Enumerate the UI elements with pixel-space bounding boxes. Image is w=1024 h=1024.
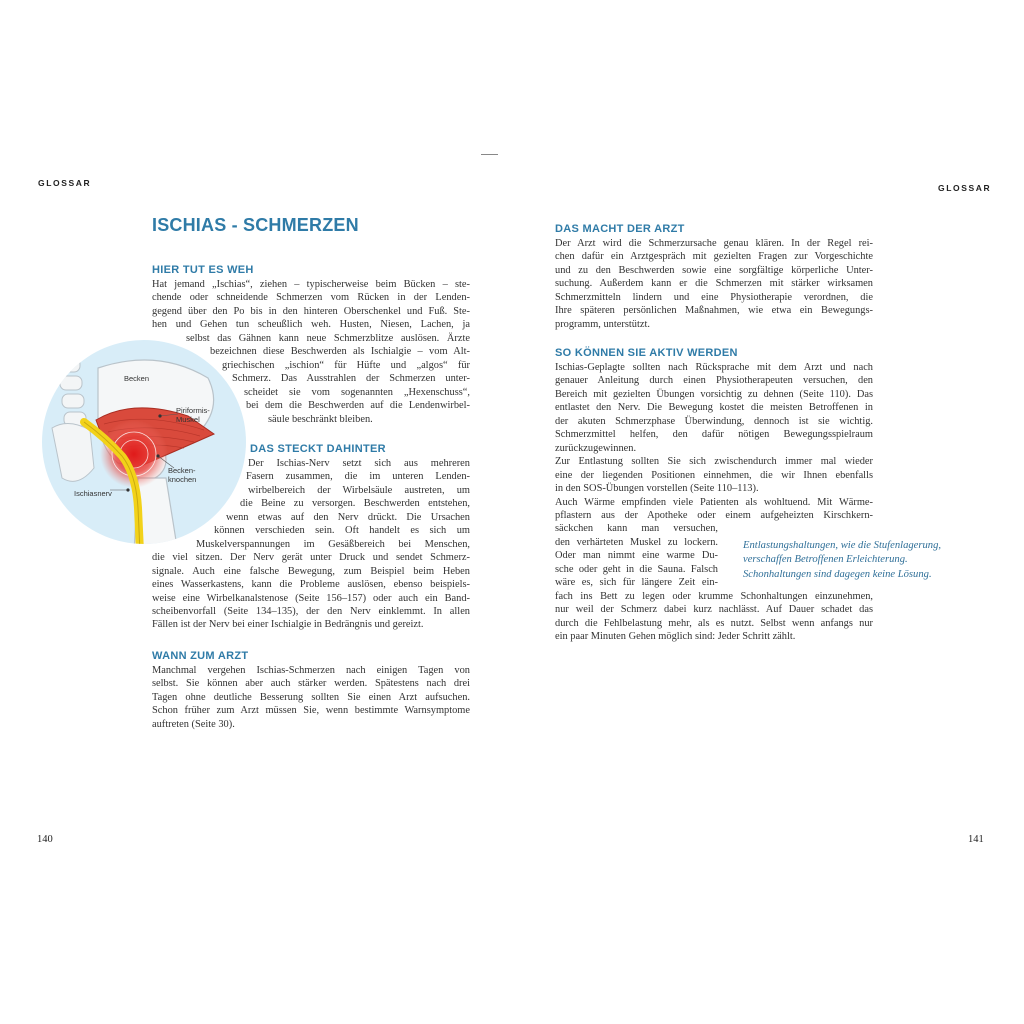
running-head-right: GLOSSAR [938,183,992,193]
body-text-line: Bereich mit gezielten Übungen vorsichtig zu dehnen (Seite 110). Das [555,388,873,400]
heading-das-steckt-dahinter: DAS STECKT DAHINTER [250,443,386,455]
body-text-line: chende oder schneidende Schmerzen vom Rücken in der Lenden- [152,292,470,304]
body-text-line: scheibenvorfall (Seite 134–135), der den Nerv einklemmt. In allen [152,605,470,617]
body-text-line: selbst das Gähnen kann neue Schmerzblitze auslösen. Ärzte [186,332,470,344]
body-text-line: Schmerz. Das Ausstrahlen der Schmerzen unter- [232,373,470,385]
body-text-line: hen und Gehen tun scheußlich weh. Husten, Niesen, Lachen, ja [152,319,470,331]
body-text-line: und zu den Beschwerden sowie eine sorgfältige körperliche Unter- [555,264,873,276]
running-head-left: GLOSSAR [38,178,92,188]
label-beckenknochen: Becken- knochen [168,466,197,484]
body-text-line: bezeichnen diese Beschwerden als Ischialgie – vom Alt- [210,346,470,358]
body-text-line: griechischen „ischion“ für Hüfte und „algos“ für [222,359,470,371]
heading-wann-zum-arzt: WANN ZUM ARZT [152,650,249,662]
top-center-mark [481,154,498,155]
body-text-line: die Beine zu versorgen. Beschwerden entstehen, [240,498,470,510]
heading-hier-tut-es-weh: HIER TUT ES WEH [152,264,254,276]
body-text-line: Schon früher zum Arzt müssen Sie, wenn bestimmte Warnsymptome [152,705,470,717]
body-text-line: Schmerzmitteln lindern und eine Physiotherapie verordnen, die [555,291,873,303]
body-text-line: programm, unterstützt. [555,318,650,330]
body-text-line: fach ins Bett zu legen oder krumme Schonhaltungen einzunehmen, [555,590,873,602]
body-text-line: Hat jemand „Ischias“, ziehen – typischerweise beim Bücken – ste- [152,279,470,290]
body-text-line: Zur Entlastung sollten Sie sich zwischendurch immer mal wieder [555,456,873,468]
body-text-line: selbst. Sie können aber auch stärker werden. Spätestens nach drei [152,678,470,690]
body-text-line: zurückzugewinnen. [555,442,637,454]
label-becken: Becken [124,374,150,383]
body-text-line: gegend über den Po bis in den hinteren Oberschenkel und Fuß. Ste- [152,305,470,317]
body-text-line: in den SOS-Übungen vorstellen (Seite 110–113). [555,483,759,495]
body-text-line: ein paar Minuten Gehen möglich sind: Jeder Schritt zählt. [555,631,796,642]
body-text-line: Der Arzt wird die Schmerzursache genau klären. In der Regel rei- [555,238,873,249]
body-text-line: sche oder geht in die Sauna. Falsch [555,563,718,575]
page-title: ISCHIAS - SCHMERZEN [152,215,359,235]
body-text-line: Ischias-Geplagte sollten nach Rücksprache mit dem Arzt und nach [555,362,873,373]
body-text-line: den verhärteten Muskel zu lockern. [555,536,718,548]
body-text-line: säule beschränkt bleiben. [268,413,373,425]
body-text-line: suchung. Außerdem kann er die Schmerzen mit stärker wirksamen [555,278,873,290]
body-text-line: Oder man nimmt eine warme Du- [555,550,718,562]
pull-quote [743,539,941,582]
body-text-line: wirbelbereich der Wirbelsäule austreten, um [248,484,470,496]
body-text-line: Auch Wärme empfinden viele Patienten als wohltuend. Mit Wärme- [555,496,873,508]
body-text-line: eine der liegenden Positionen einnehmen, die wir Ihnen ebenfalls [555,469,873,481]
page-number-left: 140 [37,834,53,845]
pull-quote-line: Schonhaltungen sind dagegen keine Lösung. [743,568,932,580]
body-text-line: der akuten Schmerzphase Überwindung, dennoch ist sie wichtig. [555,415,873,427]
heading-so-koennen-sie: SO KÖNNEN SIE AKTIV WERDEN [555,347,738,359]
body-text-line: Der Ischias-Nerv setzt sich aus mehreren [248,458,470,469]
body-text-line: Fällen ist der Nerv bei einer Ischialgie in Bedrängnis und gereizt. [152,619,424,631]
body-text-line: nur weil der Schmerz dabei kurz nachlässt. Auf Dauer schadet das [555,604,873,616]
body-text-line: Ihre späteren persönlichen Maßnahmen, wie etwa ein Bewegungs- [555,305,873,317]
body-text-line: eines Wasserkastens, kann die Probleme auslösen, ebenso beispiels- [152,579,470,591]
label-piriformis: Piriformis- Muskel [176,406,210,424]
body-text-line: die viel sitzen. Der Nerv gerät unter Druck und sendet Schmerz- [152,552,470,564]
heading-das-macht-der-arzt: DAS MACHT DER ARZT [555,223,685,235]
body-text-line: scheidet sie vom sogenannten „Hexenschuss“, [244,386,470,398]
body-text-line: weise eine Wirbelkanalstenose (Seite 156–157) oder auch ein Band- [152,592,470,604]
body-text-line: können verschieden sein. Oft handelt es sich um [214,525,470,537]
body-text-line: wenn etwas auf den Nerv drückt. Die Ursachen [226,511,470,523]
body-text-line: wäre es, sich für längere Zeit ein- [555,577,718,589]
body-text-line: durch die Fehlbelastung mehr, als es nutzt. Selbst wenn anfangs nur [555,617,873,629]
body-text-line: entlastet den Nerv. Die Bewegung kostet die meisten Betroffenen in [555,402,873,414]
body-text-line: Tagen ohne deutliche Besserung sollten Sie einen Arzt aufsuchen. [152,691,470,703]
body-text-line: pflastern aus der Apotheke oder einem aufgeheizten Kirschkern- [555,509,873,521]
pull-quote-line: Entlastungshaltungen, wie die Stufenlagerung, [743,540,942,551]
body-text-line: Fasern zusammen, die im unteren Lenden- [246,471,470,483]
body-text-line: bei dem die Beschwerden auf die Lendenwirbel- [246,400,470,412]
body-text-line: säckchen kann man versuchen, [555,523,718,535]
pull-quote-line: verschaffen Betroffenen Erleichterung. [743,554,908,566]
body-text-line: auftreten (Seite 30). [152,718,235,730]
body-text-line: Manchmal vergehen Ischias-Schmerzen nach einigen Tagen von [152,665,470,676]
page-number-right: 141 [968,834,984,845]
body-text-line: genauer Anleitung durch einen Physiotherapeuten versuchen, den [555,375,873,387]
body-text-line: signale. Auch eine falsche Bewegung, zum Beispiel beim Heben [152,565,470,577]
body-text-line: chen dafür ein Arztgespräch mit gezielten Fragen zur Vorgeschichte [555,251,873,263]
label-ischiasnerv: Ischiasnerv [74,489,112,498]
body-text-line: Schmerzmittel helfen, den dafür nötigen Bewegungsspielraum [555,429,873,441]
body-text-line: Muskelverspannungen im Gesäßbereich bei Menschen, [196,538,470,550]
